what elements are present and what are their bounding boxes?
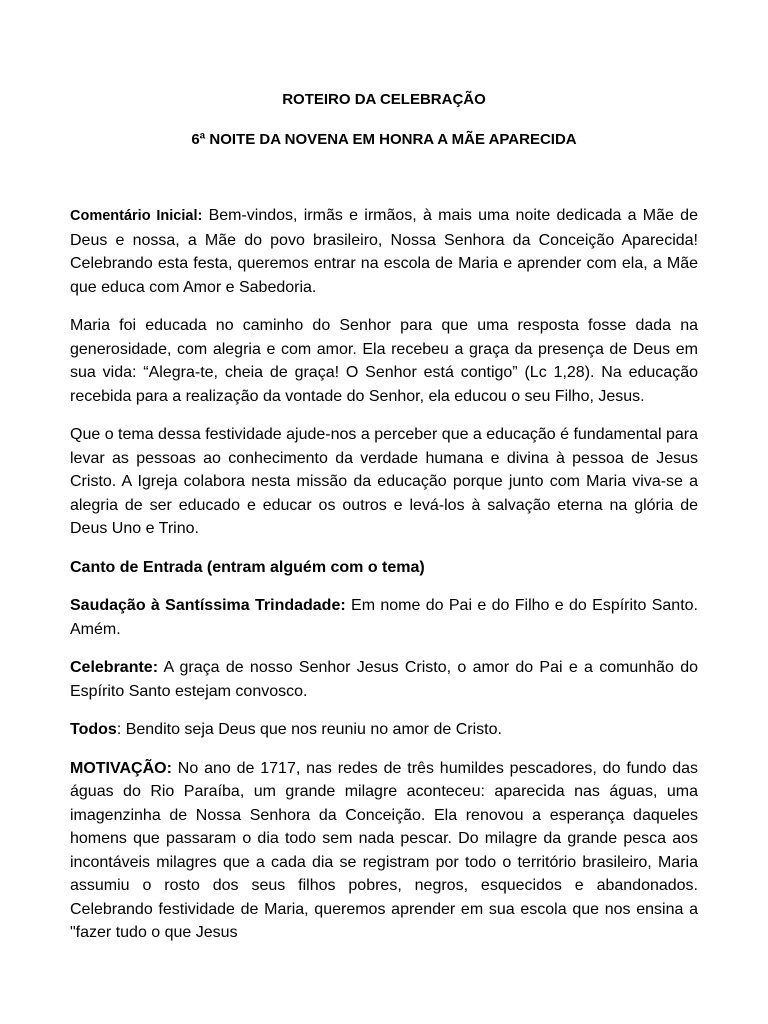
paragraph-label: Saudação à Santíssima Trindadade:	[70, 597, 346, 614]
paragraph-text: Em nome do Pai e do Filho e do Espírito Santo. Amém.	[70, 597, 698, 638]
paragraph-saudacao	[70, 594, 698, 641]
paragraph-tema-festividade	[70, 423, 698, 541]
paragraph-label: Celebrante:	[70, 659, 159, 676]
paragraph-label: Comentário Inicial:	[70, 208, 203, 224]
paragraph-label: Canto de Entrada (entram alguém com o tema)	[70, 558, 425, 576]
paragraph-text: : Bendito seja Deus que nos reuniu no amor de Cristo.	[116, 721, 502, 738]
paragraph-celebrante	[70, 656, 698, 703]
paragraph-text: Maria foi educada no caminho do Senhor para que uma resposta fosse dada na generosidade, com alegria e com amor. Ela recebeu a graça da presença de Deus em sua vida: “Alegra-te, cheia de graça! O Senhor está contigo” (Lc 1,28). Na educação recebida para a realização da vontade do Senhor, ela educou o seu Filho, Jesus.	[70, 317, 698, 405]
paragraph-label: MOTIVAÇÃO:	[70, 759, 172, 777]
paragraph-label: Todos	[70, 721, 117, 738]
paragraph-comentario-inicial	[70, 204, 698, 299]
document-body	[70, 204, 698, 960]
paragraph-motivacao	[70, 757, 698, 945]
paragraph-maria-educada	[70, 314, 698, 408]
paragraph-text: A graça de nosso Senhor Jesus Cristo, o amor do Pai e a comunhão do Espírito Santo estejam convosco.	[70, 659, 698, 700]
paragraph-todos	[70, 718, 698, 742]
paragraph-text: No ano de 1717, nas redes de três humildes pescadores, do fundo das águas do Rio Paraíba, um grande milagre aconteceu: aparecida nas águas, uma imagenzinha de Nossa Senhora da Conceição. Ela renovou a esperança daqueles homens que passaram o dia todo sem nada pescar. Do milagre da grande pesca aos incontáveis milagres que a cada dia se registram por todo o território brasileiro, Maria assumiu o rosto dos seus filhos pobres, negros, esquecidos e abandonados. Celebrando festividade de Maria, queremos aprender em sua escola que nos ensina a "fazer tudo o que Jesus	[70, 759, 698, 941]
paragraph-text: Bem-vindos, irmãs e irmãos, à mais uma noite dedicada a Mãe de Deus e nossa, a Mãe do povo brasileiro, Nossa Senhora da Conceição Aparecida! Celebrando esta festa, queremos entrar na escola de Maria e aprender com ela, a Mãe que educa com Amor e Sabedoria.	[70, 207, 698, 296]
paragraph-canto-entrada	[70, 556, 698, 580]
paragraph-text: Que o tema dessa festividade ajude-nos a perceber que a educação é fundamental para levar as pessoas ao conhecimento da verdade humana e divina à pessoa de Jesus Cristo. A Igreja colabora nesta missão da educação porque junto com Maria viva-se a alegria de ser educado e educar os outros e levá-los à salvação eterna na glória de Deus Uno e Trino.	[70, 426, 698, 537]
document-title: ROTEIRO DA CELEBRAÇÃO	[282, 91, 486, 108]
document-subtitle: 6ª NOITE DA NOVENA EM HONRA A MÃE APARECIDA	[191, 131, 577, 148]
